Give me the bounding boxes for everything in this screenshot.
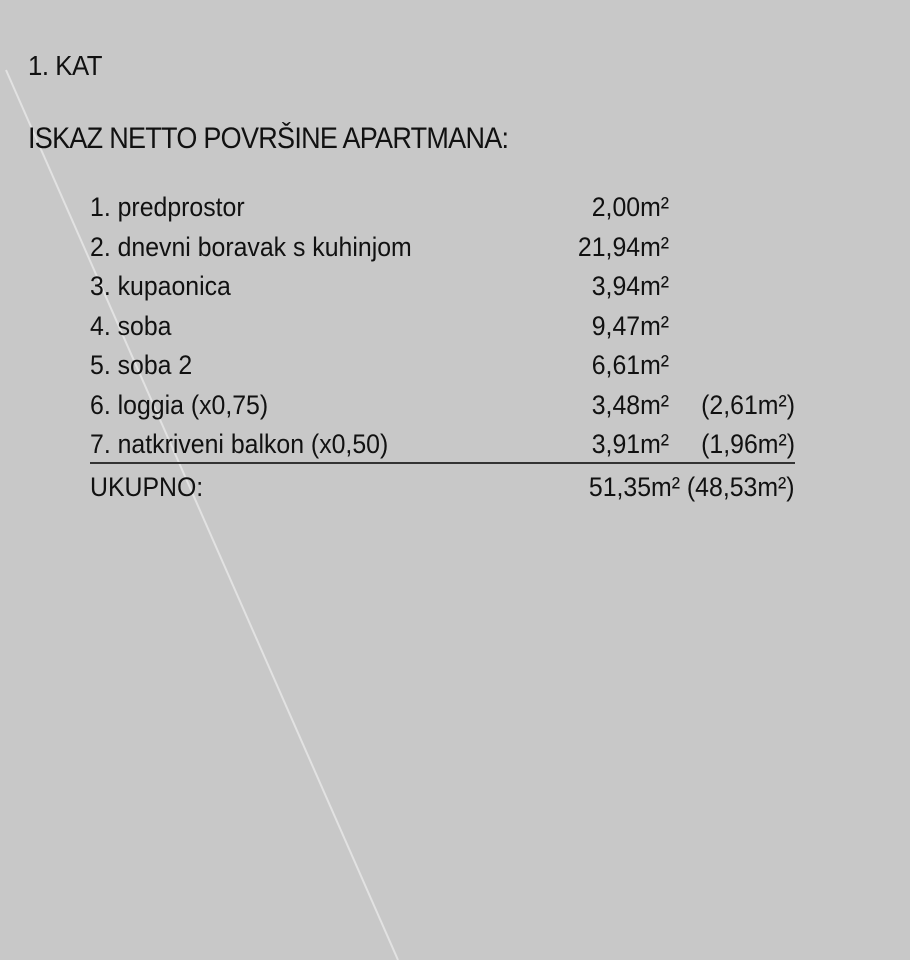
room-reduced-area: (1,96m²) — [701, 429, 795, 459]
room-name: 3. kupaonica — [90, 271, 231, 301]
room-name: 5. soba 2 — [90, 350, 193, 380]
room-area: 2,00m² — [591, 192, 669, 222]
room-name: 1. predprostor — [90, 192, 245, 222]
table-row — [90, 192, 795, 232]
room-reduced-area: (2,61m²) — [701, 389, 795, 420]
table-row — [90, 311, 795, 351]
total-value: 51,35m² (48,53m²) — [589, 472, 795, 502]
room-name: 6. loggia (x0,75) — [90, 389, 269, 420]
floor-label: 1. KAT — [28, 50, 103, 81]
page-title: ISKAZ NETTO POVRŠINE APARTMANA: — [28, 122, 509, 155]
room-area: 9,47m² — [591, 310, 669, 341]
table-row — [90, 390, 795, 430]
room-area: 3,48m² — [591, 389, 669, 420]
table-row — [90, 271, 795, 311]
total-label: UKUPNO: — [90, 472, 204, 502]
total-row — [90, 472, 795, 512]
room-area: 3,94m² — [591, 271, 669, 301]
room-area: 21,94m² — [577, 231, 669, 262]
room-name: 7. natkriveni balkon (x0,50) — [90, 429, 389, 459]
area-table — [90, 192, 795, 469]
room-name: 4. soba — [90, 310, 172, 341]
room-area: 6,61m² — [591, 350, 669, 380]
table-row — [90, 232, 795, 272]
total-divider — [90, 462, 795, 464]
room-name: 2. dnevni boravak s kuhinjom — [90, 231, 412, 262]
table-row — [90, 350, 795, 390]
room-area: 3,91m² — [591, 429, 669, 459]
